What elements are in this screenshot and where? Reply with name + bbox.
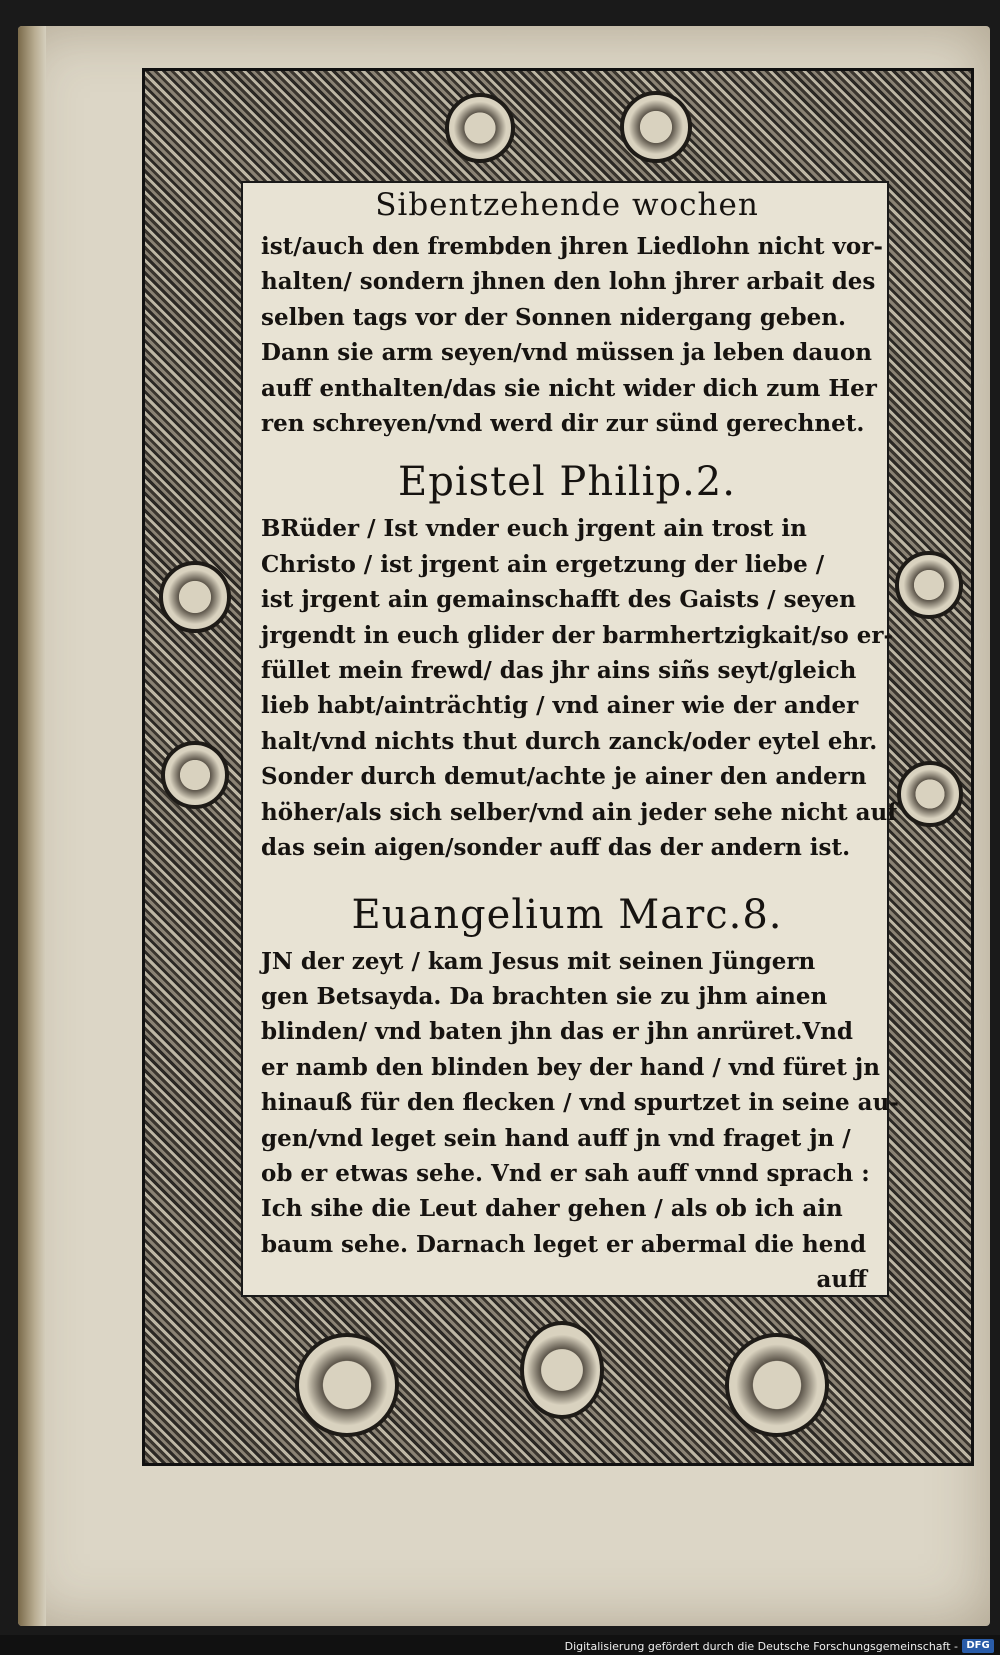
text-line: Christo / ist jrgent ain ergetzung der liebe / xyxy=(261,550,825,578)
running-head: Sibentzehende wochen xyxy=(375,187,759,223)
paragraph-1 xyxy=(261,229,883,441)
page-edge xyxy=(18,26,46,1626)
text-line: das sein aigen/sonder auff das der andern ist. xyxy=(261,834,851,862)
text-line: ist/auch den frembden jhren Liedlohn nicht vor- xyxy=(261,233,883,260)
gospel-heading: Euangelium Marc.8. xyxy=(351,891,783,938)
woodcut-border-top xyxy=(145,71,971,181)
text-line: halten/ sondern jhnen den lohn jhrer arbait des xyxy=(261,268,876,296)
scroll-ornament xyxy=(161,741,229,809)
dfg-logo-icon: DFG xyxy=(962,1639,994,1653)
woodcut-border-left xyxy=(145,181,241,1293)
text-line: baum sehe. Darnach leget er abermal die hend xyxy=(261,1230,867,1258)
scroll-ornament xyxy=(897,761,963,827)
woodcut-border xyxy=(142,68,974,1466)
wheel-ornament xyxy=(295,1333,399,1437)
text-line: auff enthalten/das sie nicht wider dich zum Her xyxy=(261,374,877,402)
text-line: Ich sihe die Leut daher gehen / als ob ich ain xyxy=(261,1195,843,1223)
book-page xyxy=(18,26,990,1626)
paragraph-3 xyxy=(261,944,899,1263)
cherub-head-ornament xyxy=(620,91,692,163)
wheel-ornament xyxy=(725,1333,829,1437)
text-line: BRüder / Ist vnder euch jrgent ain trost in xyxy=(261,515,807,543)
text-line: er namb den blinden bey der hand / vnd füret jn xyxy=(261,1053,880,1081)
text-line: gen Betsayda. Da brachten sie zu jhm ainen xyxy=(261,982,828,1010)
text-line: Dann sie arm seyen/vnd müssen ja leben dauon xyxy=(261,339,873,367)
text-line: höher/als sich selber/vnd ain jeder sehe nicht auf xyxy=(261,798,898,826)
text-line: füllet mein frewd/ das jhr ains siñs seyt/gleich xyxy=(261,657,857,685)
mask-ornament xyxy=(520,1321,604,1419)
text-line: ist jrgent ain gemainschafft des Gaists / seyen xyxy=(261,586,856,614)
epistle-heading: Epistel Philip.2. xyxy=(398,459,736,506)
text-line: gen/vnd leget sein hand auff jn vnd fraget jn / xyxy=(261,1124,851,1152)
text-line: ob er etwas sehe. Vnd er sah auff vnnd sprach : xyxy=(261,1159,870,1187)
text-line: hinauß für den flecken / vnd spurtzet in seine au- xyxy=(261,1089,899,1117)
cherub-head-ornament xyxy=(445,93,515,163)
scroll-ornament xyxy=(159,561,231,633)
woodcut-border-bottom xyxy=(145,1293,971,1463)
text-line: JN der zeyt / kam Jesus mit seinen Jüngern xyxy=(261,947,816,975)
paragraph-2 xyxy=(261,511,898,865)
text-line: lieb habt/ainträchtig / vnd ainer wie der ander xyxy=(261,692,859,720)
text-line: selben tags vor der Sonnen nidergang geben. xyxy=(261,303,847,331)
text-line: jrgendt in euch glider der barmhertzigkait/so er- xyxy=(261,621,893,649)
scroll-ornament xyxy=(895,551,963,619)
woodcut-border-right xyxy=(885,181,971,1293)
text-line: blinden/ vnd baten jhn das er jhn anrüret.Vnd xyxy=(261,1018,854,1046)
text-line: ren schreyen/vnd werd dir zur sünd gerechnet. xyxy=(261,410,865,438)
text-line: halt/vnd nichts thut durch zanck/oder eytel ehr. xyxy=(261,727,878,755)
text-line: Sonder durch demut/achte je ainer den andern xyxy=(261,763,867,791)
catchword: auff xyxy=(816,1266,867,1294)
page-body xyxy=(261,187,899,1294)
digitization-footer xyxy=(0,1635,1000,1655)
footer-credit: Digitalisierung gefördert durch die Deutsche Forschungsgemeinschaft - xyxy=(564,1640,958,1653)
text-panel xyxy=(241,181,899,1297)
